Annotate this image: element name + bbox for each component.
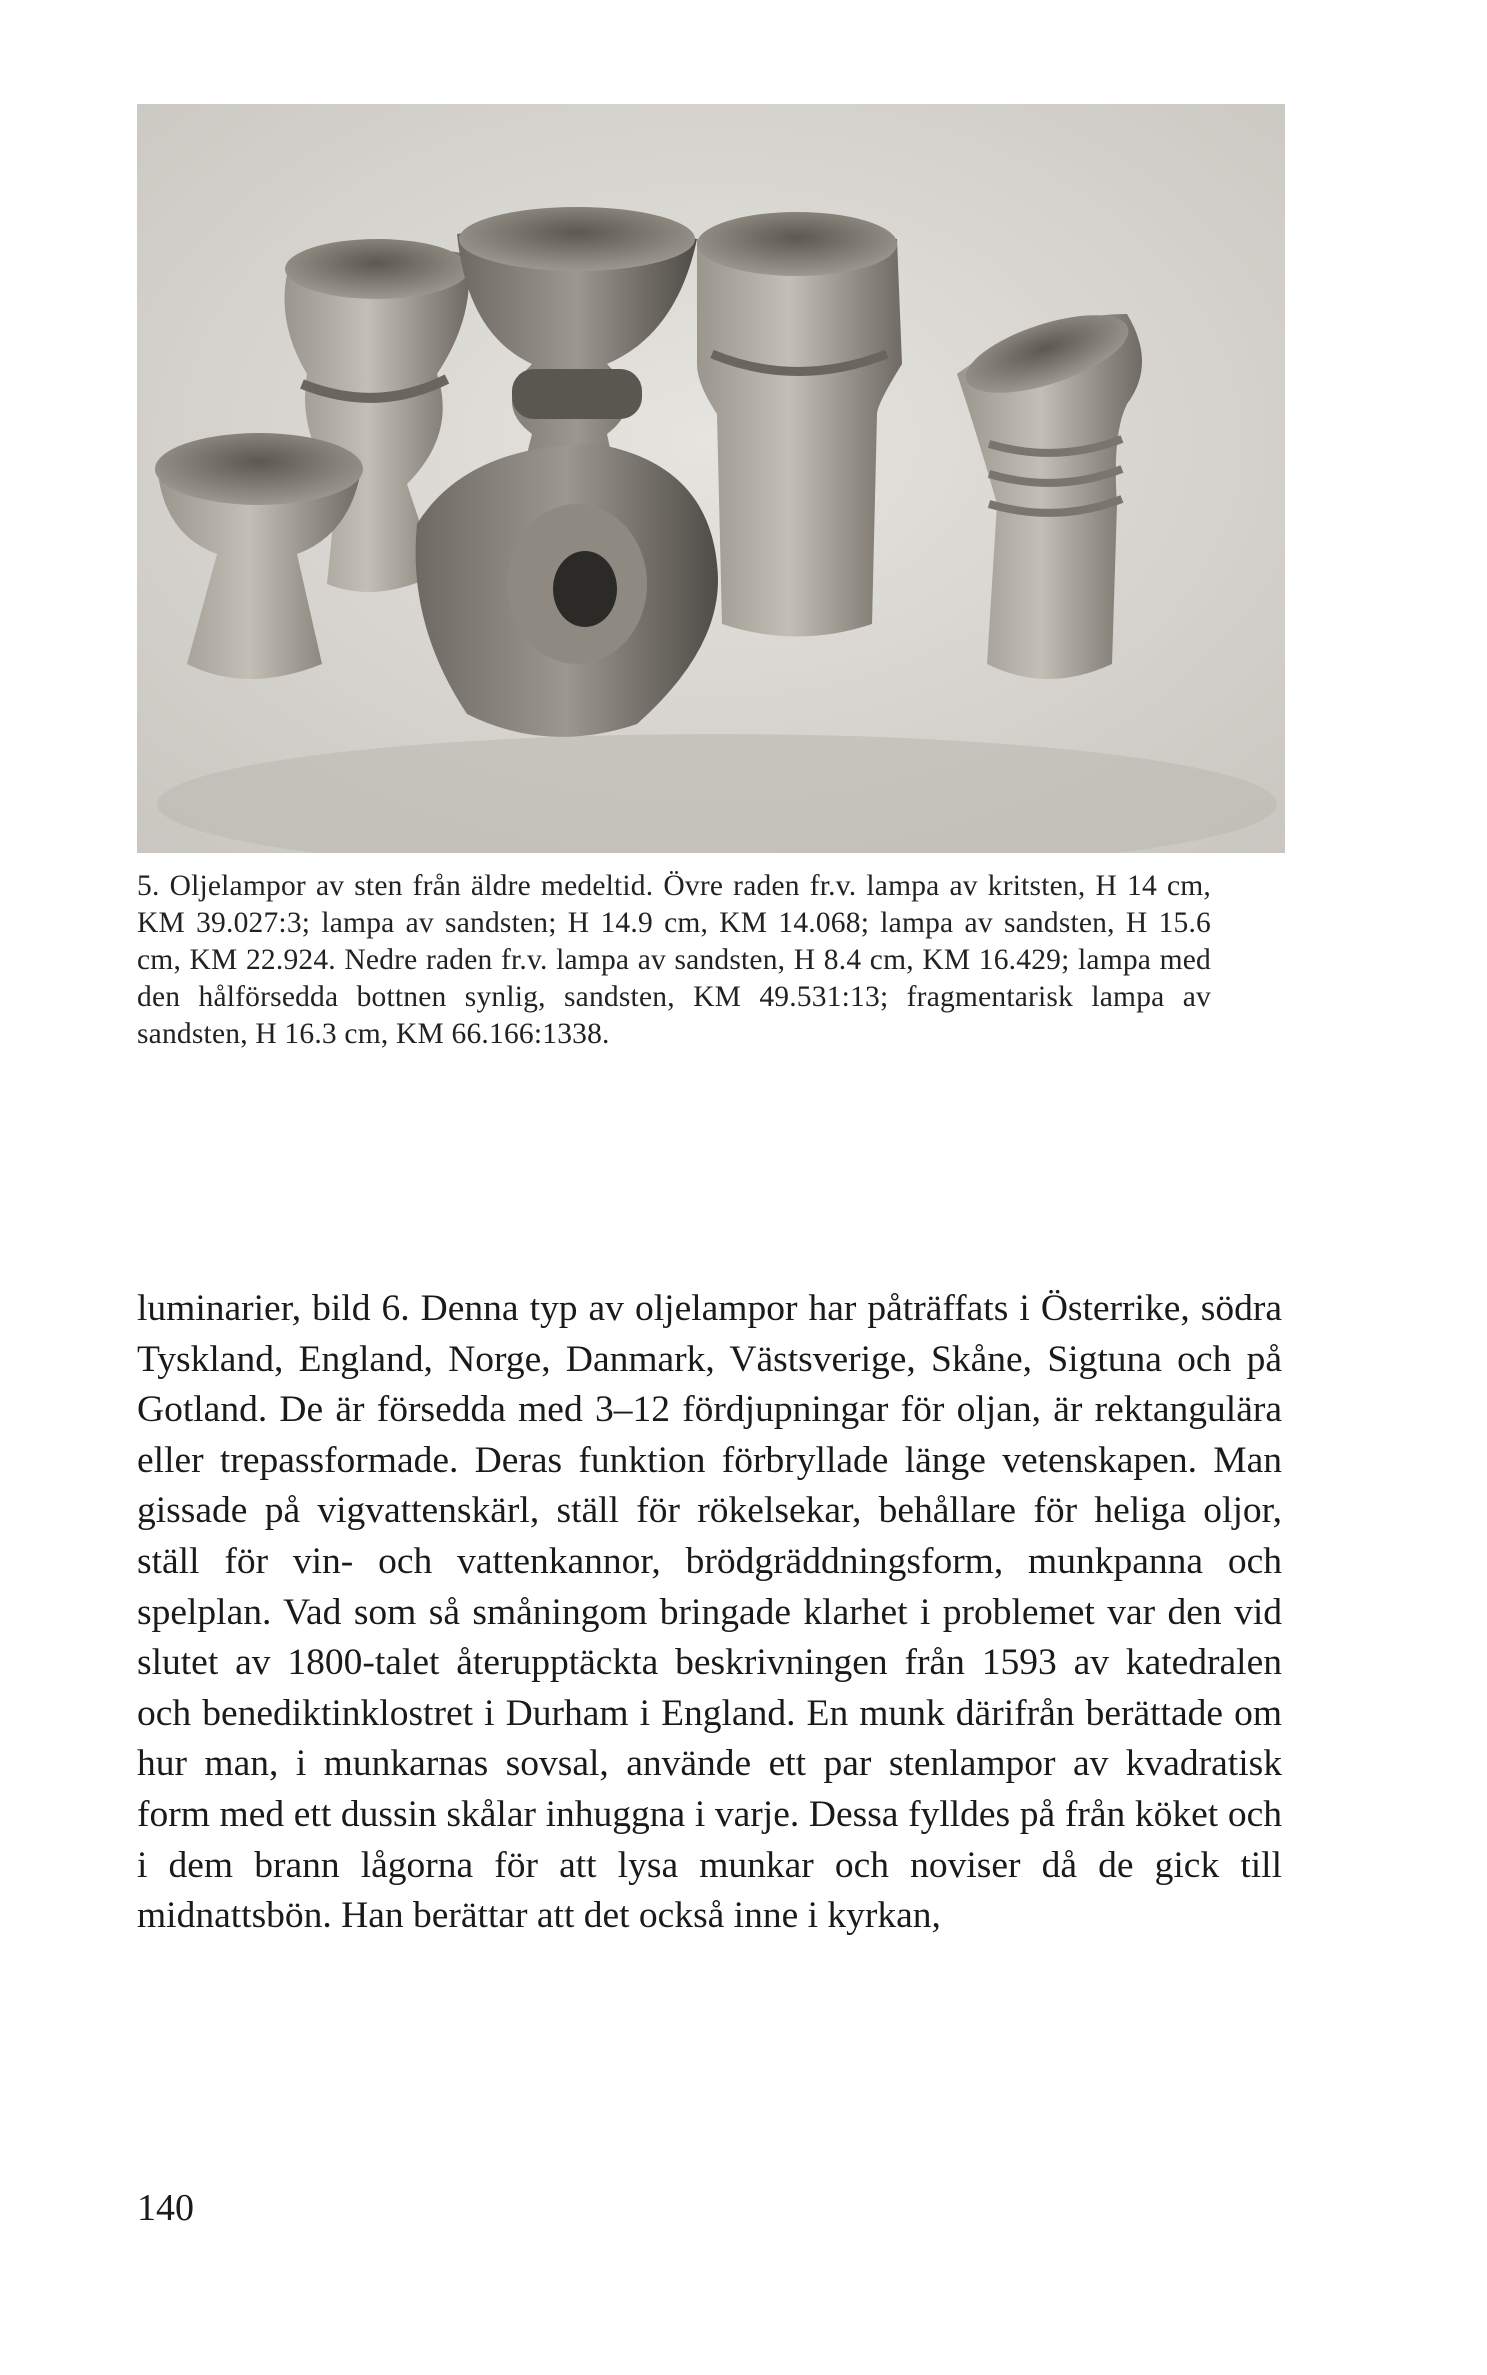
figure-caption: 5. Oljelampor av sten från äldre medeltid. Övre raden fr.v. lampa av kritsten, H 14 cm, KM 39.027:3; lampa av sandsten; H 14.9 cm, KM 14.068; lampa av sandsten, H 15.6 cm, KM 22.924. Nedre raden fr.v. lampa av sandsten, H 8.4 cm, KM 16.429; lampa med den hålförsedda bottnen synlig, sandsten, KM 49.531:13; fragmentarisk lampa av sandsten, H 16.3 cm, KM 66.166:1338. [137, 870, 1211, 1050]
page-number: 140 [137, 2187, 194, 2229]
body-paragraph: luminarier, bild 6. Denna typ av oljelampor har påträffats i Österrike, södra Tyskland, England, Norge, Danmark, Västsverige, Skåne, Sigtuna och på Gotland. De är försedda med 3–12 fördjupningar för oljan, är rektangulära eller trepassformade. Deras funktion förbryllade länge vetenskapen. Man gissade på vigvattenskärl, ställ för rökelsekar, behållare för heliga oljor, ställ för vin- och vattenkannor, brödgräddningsform, munkpanna och spelplan. Vad som så småningom bringade klarhet i problemet var den vid slutet av 1800-talet återupptäckta beskrivningen från 1593 av katedralen och benediktinklostret i Durham i England. En munk därifrån berättade om hur man, i munkarnas sovsal, använde ett par stenlampor av kvadratisk form med ett dussin skålar inhuggna i varje. Dessa fylldes på från köket och i dem brann lågorna för att lysa munkar och noviser då de gick till midnattsbön. Han berättar att det också inne i kyrkan, [137, 1288, 1282, 1937]
stone-oil-lamps-photo [137, 104, 1285, 853]
stone-oil-lamps-photo-icon [137, 104, 1285, 853]
